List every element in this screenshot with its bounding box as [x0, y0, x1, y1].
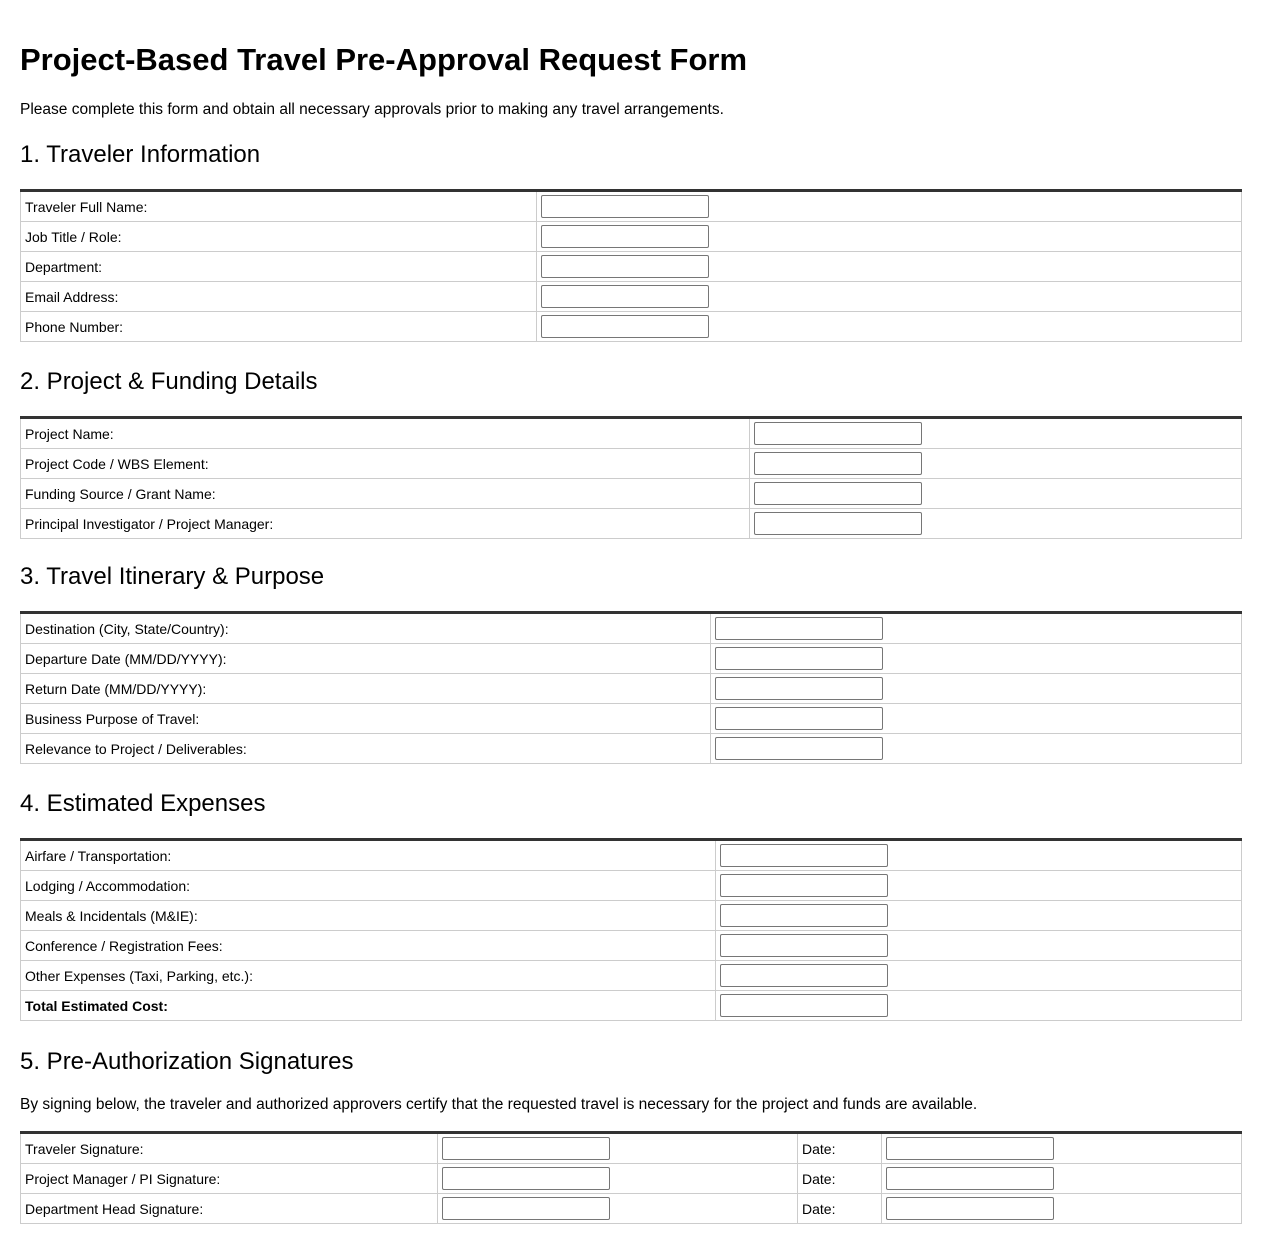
return-date-input[interactable] — [715, 677, 883, 700]
table-row — [21, 479, 1242, 509]
field-label: Meals & Incidentals (M&IE): — [21, 901, 716, 931]
section-heading-signatures: 5. Pre-Authorization Signatures — [20, 1048, 354, 1075]
field-label: Department Head Signature: — [21, 1194, 438, 1224]
table-row — [21, 704, 1242, 734]
intro-text: Please complete this form and obtain all necessary approvals prior to making any travel arrangements. — [20, 101, 724, 118]
field-label: Conference / Registration Fees: — [21, 931, 716, 961]
section-heading-traveler: 1. Traveler Information — [20, 141, 261, 168]
funding-source-input[interactable] — [754, 482, 922, 505]
phone-input[interactable] — [541, 315, 709, 338]
total-cost-label: Total Estimated Cost: — [21, 991, 716, 1021]
field-label: Email Address: — [21, 282, 537, 312]
lodging-input[interactable] — [720, 874, 888, 897]
field-label: Project Code / WBS Element: — [21, 449, 750, 479]
table-row — [21, 734, 1242, 764]
pm-date-input[interactable] — [886, 1167, 1054, 1190]
field-label: Business Purpose of Travel: — [21, 704, 711, 734]
field-label: Principal Investigator / Project Manager: — [21, 509, 750, 539]
table-row — [21, 418, 1242, 449]
traveler-signature-input[interactable] — [442, 1137, 610, 1160]
field-label: Lodging / Accommodation: — [21, 871, 716, 901]
table-row — [21, 931, 1242, 961]
table-row — [21, 509, 1242, 539]
total-cost-input[interactable] — [720, 994, 888, 1017]
signatures-table — [20, 1131, 1242, 1224]
table-row — [21, 644, 1242, 674]
table-row — [21, 961, 1242, 991]
field-label: Traveler Signature: — [21, 1133, 438, 1164]
field-label: Destination (City, State/Country): — [21, 613, 711, 644]
signature-note: By signing below, the traveler and authorized approvers certify that the requested travel is necessary for the project and funds are available. — [20, 1096, 978, 1113]
job-title-input[interactable] — [541, 225, 709, 248]
field-label: Return Date (MM/DD/YYYY): — [21, 674, 711, 704]
field-label: Project Name: — [21, 418, 750, 449]
table-row — [21, 312, 1242, 342]
table-row — [21, 1164, 1242, 1194]
pm-signature-input[interactable] — [442, 1167, 610, 1190]
field-label: Relevance to Project / Deliverables: — [21, 734, 711, 764]
field-label: Traveler Full Name: — [21, 191, 537, 222]
section-heading-project: 2. Project & Funding Details — [20, 368, 318, 395]
table-row — [21, 282, 1242, 312]
table-row — [21, 1133, 1242, 1164]
itinerary-table — [20, 611, 1242, 764]
table-row — [21, 674, 1242, 704]
date-label: Date: — [798, 1133, 882, 1164]
dept-head-signature-input[interactable] — [442, 1197, 610, 1220]
airfare-input[interactable] — [720, 844, 888, 867]
meals-input[interactable] — [720, 904, 888, 927]
conference-fees-input[interactable] — [720, 934, 888, 957]
table-row — [21, 449, 1242, 479]
destination-input[interactable] — [715, 617, 883, 640]
department-input[interactable] — [541, 255, 709, 278]
table-row — [21, 1194, 1242, 1224]
departure-date-input[interactable] — [715, 647, 883, 670]
expenses-table — [20, 838, 1242, 1021]
field-label: Phone Number: — [21, 312, 537, 342]
field-label: Departure Date (MM/DD/YYYY): — [21, 644, 711, 674]
project-name-input[interactable] — [754, 422, 922, 445]
section-heading-itinerary: 3. Travel Itinerary & Purpose — [20, 563, 325, 590]
project-relevance-input[interactable] — [715, 737, 883, 760]
table-row — [21, 191, 1242, 222]
project-table — [20, 416, 1242, 539]
table-row — [21, 222, 1242, 252]
field-label: Job Title / Role: — [21, 222, 537, 252]
table-row — [21, 991, 1242, 1021]
table-row — [21, 901, 1242, 931]
project-code-input[interactable] — [754, 452, 922, 475]
field-label: Other Expenses (Taxi, Parking, etc.): — [21, 961, 716, 991]
table-row — [21, 252, 1242, 282]
field-label: Department: — [21, 252, 537, 282]
field-label: Airfare / Transportation: — [21, 840, 716, 871]
table-row — [21, 613, 1242, 644]
table-row — [21, 840, 1242, 871]
section-heading-expenses: 4. Estimated Expenses — [20, 790, 266, 817]
other-expenses-input[interactable] — [720, 964, 888, 987]
traveler-full-name-input[interactable] — [541, 195, 709, 218]
business-purpose-input[interactable] — [715, 707, 883, 730]
field-label: Funding Source / Grant Name: — [21, 479, 750, 509]
traveler-date-input[interactable] — [886, 1137, 1054, 1160]
date-label: Date: — [798, 1164, 882, 1194]
page-title: Project-Based Travel Pre-Approval Request Form — [20, 42, 748, 77]
field-label: Project Manager / PI Signature: — [21, 1164, 438, 1194]
table-row — [21, 871, 1242, 901]
dept-head-date-input[interactable] — [886, 1197, 1054, 1220]
principal-investigator-input[interactable] — [754, 512, 922, 535]
traveler-table — [20, 189, 1242, 342]
email-input[interactable] — [541, 285, 709, 308]
date-label: Date: — [798, 1194, 882, 1224]
